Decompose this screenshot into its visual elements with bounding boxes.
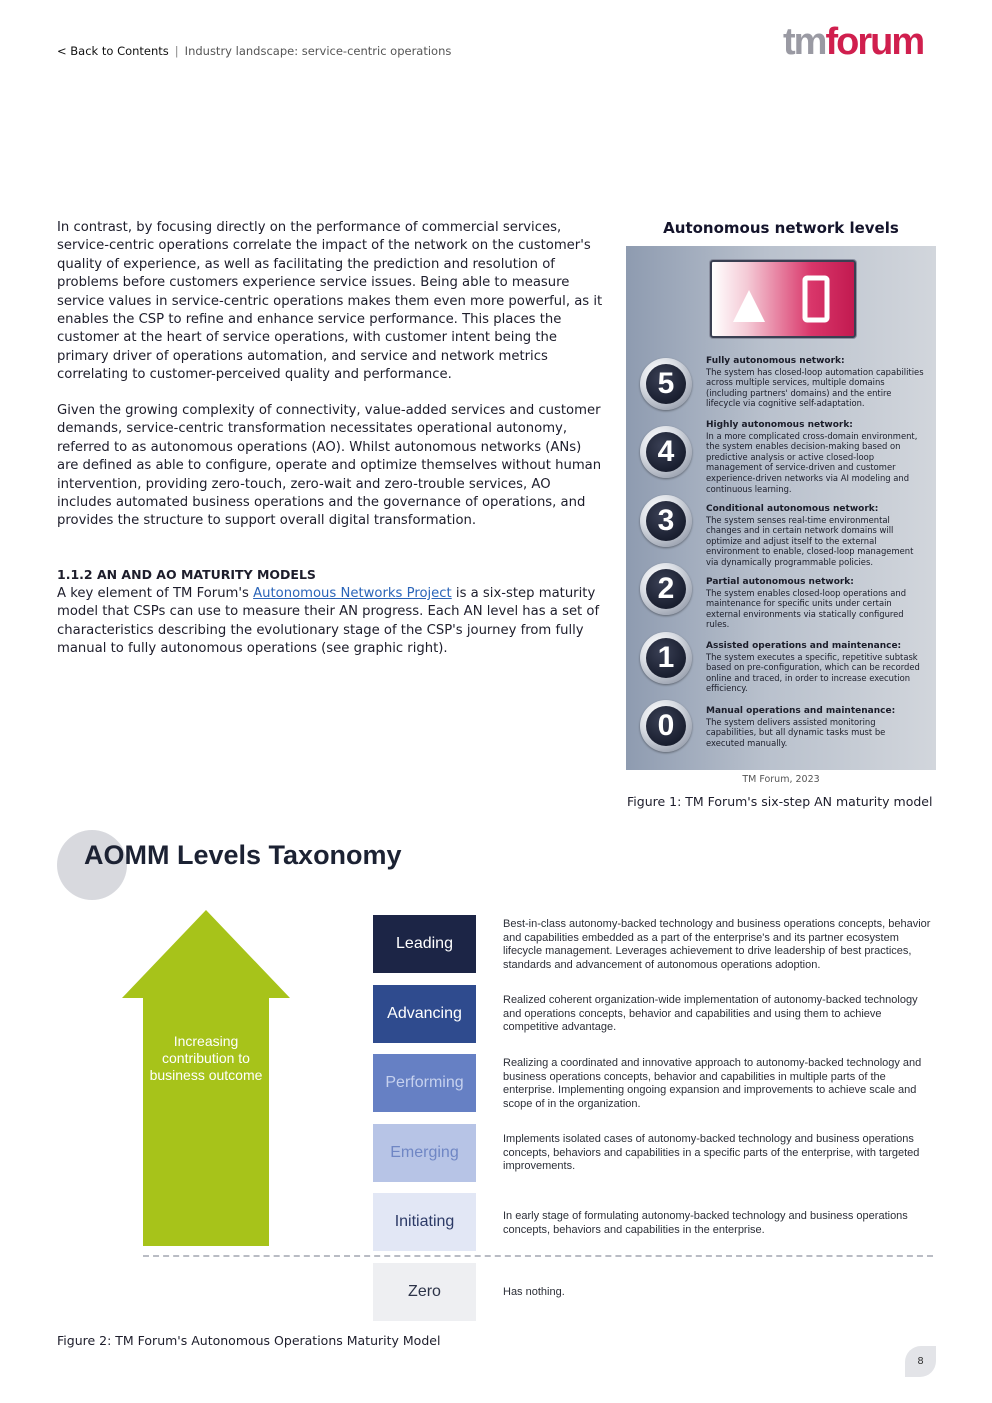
breadcrumb-separator: | [174,44,179,58]
level-description [706,577,926,630]
level-description [706,641,926,694]
figure2-title: AOMM Levels Taxonomy [84,840,402,870]
section-heading: 1.1.2 AN AND AO MATURITY MODELS [57,567,316,582]
aomm-level-advancing: Advancing [373,985,476,1043]
autonomous-network-levels-graphic [626,246,936,770]
level-title: Conditional autonomous network: [706,504,879,514]
autonomous-networks-project-link[interactable]: Autonomous Networks Project [253,586,452,601]
level-badge [640,495,692,547]
aomm-level-initiating: Initiating [373,1193,476,1251]
aomm-level-zero-desc: Has nothing. [503,1286,565,1298]
page-number: 8 [905,1346,936,1377]
aomm-level-performing-desc: Realizing a coordinated and innovative approach to autonomy-backed technology and business operations concepts, behavior and capabilities in multiple parts of the enterprise. Implementing ongoing expansion and improvements to achieve scale and scope of in the organization. [503,1057,922,1110]
level-title: Partial autonomous network: [706,577,854,587]
aomm-level-emerging-desc: Implements isolated cases of autonomy-backed technology and business operations concepts, behaviors and capabilities in a specific parts of the enterprise, with targeted improvements. [503,1133,920,1173]
level-number: 1 [646,638,686,678]
figure1-credit: TM Forum, 2023 [742,774,820,785]
level-description [706,706,926,748]
level-description [706,504,926,568]
paragraph3-text-after: is a six-step maturity model that CSPs can use to measure their AN progress. Each AN level has a set of characteristics describing the evolutionary stage of the CSP's journey from fully manual to fully autonomous operations (see graphic right). [57,586,600,657]
zero-level-divider [143,1255,933,1257]
paragraph-autonomous-operations: Given the growing complexity of connectivity, value-added services and customer demands, service-centric transformation necessitates operational autonomy, referred to as autonomous operations (AO). Whilst autonomous networks (ANs) are defined as able to configure, operate and optimize themselves without human intervention, providing zero-touch, zero-wait and zero-trouble services, AO includes automated business operations and the governance of operations, and provides the structure to support overall digital transformation. [57,403,602,529]
aomm-level-leading: Leading [373,915,476,973]
paragraph-service-centric: In contrast, by focusing directly on the performance of commercial services, service-centric operations correlate the impact of the network on the customer's quality of experience, as well as facilitating the prediction and resolution of problems before customers experience service issues. Being able to measure service values in service-centric operations makes them even more powerful, as it enables the CSP to refine and enhance service performance. This places the customer at the heart of service operations, with customer intent being the primary driver of operations automation, and service and network metrics correlating to customer-perceived quality and performance. [57,220,603,383]
level-text: The system has closed-loop automation capabilities across multiple services, multiple domains (including partners' domains) and the entire lifecycle via cognitive self-adaptation. [706,366,924,409]
level-text: In a more complicated cross-domain environment, the system enables decision-making based on predictive analysis or active closed-loop management of service-driven and customer experience-driven networks via AI modeling and continuous learning. [706,430,918,494]
figure1-caption: Figure 1: TM Forum's six-step AN maturity model [627,794,933,809]
level-indicator-display [710,260,856,338]
breadcrumb-section: Industry landscape: service-centric operations [184,44,452,58]
level-badge [640,632,692,684]
level-title: Assisted operations and maintenance: [706,641,902,651]
level-badge [640,700,692,752]
level-number: 3 [646,501,686,541]
aomm-level-initiating-desc: In early stage of formulating autonomy-backed technology and business operations concepts, behaviors and capabilities in the enterprise. [503,1210,908,1236]
level-title: Manual operations and maintenance: [706,706,896,716]
arrow-label: Increasing contribution to business outcome [149,1033,263,1083]
aomm-level-advancing-desc: Realized coherent organization-wide implementation of autonomy-backed technology and operations concepts, behavior and capabilities and using them to achieve competitive advantage. [503,994,918,1034]
level-badge [640,426,692,478]
level-description [706,420,926,494]
level-badge [640,563,692,615]
aomm-level-emerging: Emerging [373,1124,476,1182]
logo-tm: tm [783,21,826,63]
paragraph3-text-before: A key element of TM Forum's [57,586,254,601]
paragraph-maturity-model [57,585,605,659]
level-description [706,356,926,409]
level-number: 5 [646,364,686,404]
aomm-level-zero: Zero [373,1263,476,1321]
level-title: Highly autonomous network: [706,420,853,430]
back-to-contents-link[interactable]: < Back to Contents [57,44,169,58]
figure2-caption: Figure 2: TM Forum's Autonomous Operations Maturity Model [57,1333,441,1348]
aomm-level-leading-desc: Best-in-class autonomy-backed technology and business operations concepts, behavior and capabilities embedded as a part of the enterprise's and its partner ecosystem lifecycle management. Leverages achievement to drive leadership of best practices, standards and advancement of autonomous operations adoption. [503,918,931,971]
level-badge [640,358,692,410]
aomm-level-performing: Performing [373,1054,476,1112]
level-text: The system delivers assisted monitoring capabilities, but all dynamic tasks must be executed manually. [706,716,886,748]
level-text: The system executes a specific, repetitive subtask based on pre-configuration, which can be recorded online and traced, in order to increase execution efficiency. [706,651,920,694]
level-text: The system senses real-time environmental changes and in certain network domains will optimize and adjust itself to the external environment to enable, closed-loop management via dynamically programmable policies. [706,514,914,567]
level-text: The system enables closed-loop operations and maintenance for specific units under certain external environments via statically configured rules. [706,587,907,630]
level-number: 0 [646,706,686,746]
tmforum-logo[interactable] [783,20,923,64]
level-number: 4 [646,432,686,472]
level-number: 2 [646,569,686,609]
figure1-title: Autonomous network levels [663,219,899,237]
level-title: Fully autonomous network: [706,356,845,366]
logo-forum: forum [825,21,924,63]
up-arrow-zero-icon [712,262,854,336]
breadcrumb-bar [57,44,451,58]
